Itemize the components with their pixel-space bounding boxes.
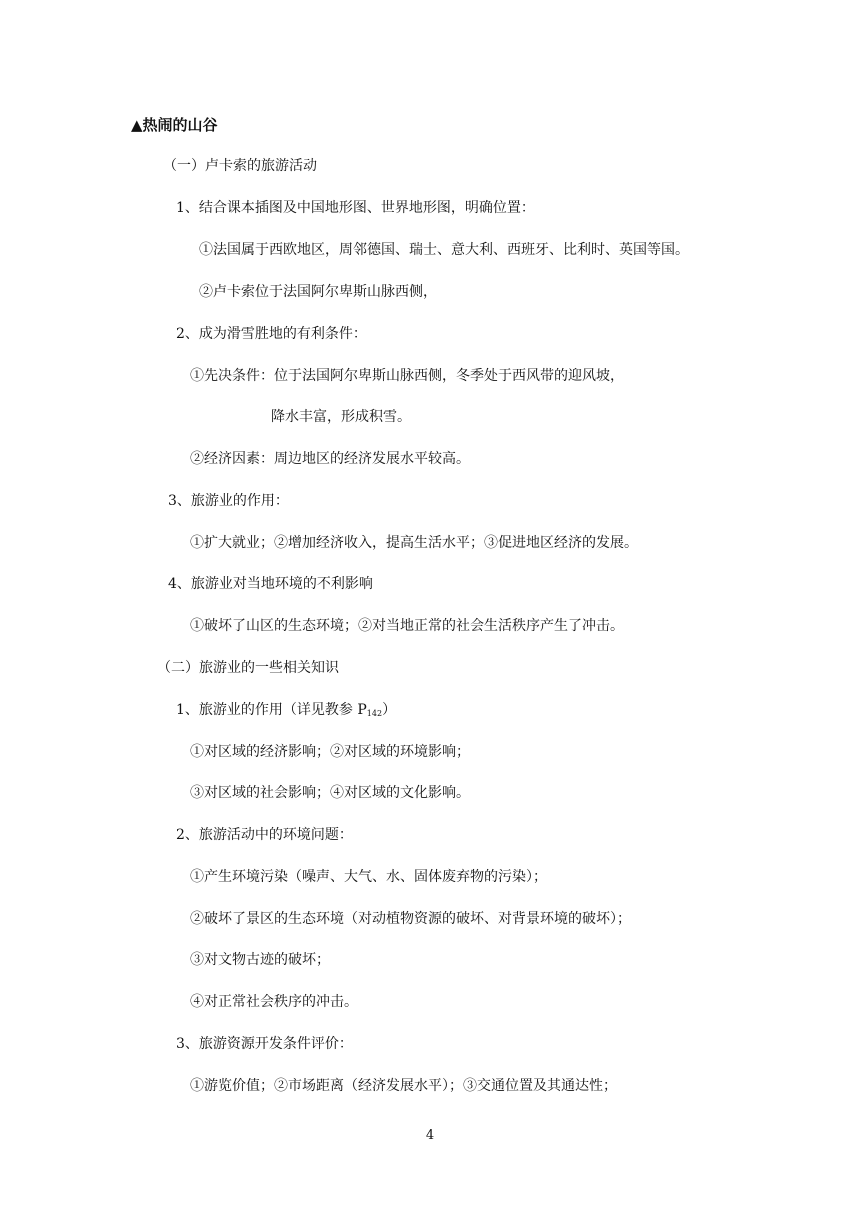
item-heading-1-4: 4、旅游业对当地环境的不利影响 (168, 576, 373, 592)
section-heading-2: （二）旅游业的一些相关知识 (157, 660, 339, 676)
text-line: ③对区域的社会影响；④对区域的文化影响。 (190, 785, 470, 801)
item-heading-text: 1、旅游业的作用（详见教参 P (176, 702, 367, 718)
text-line: ①破坏了山区的生态环境；②对当地正常的社会生活秩序产生了冲击。 (190, 618, 624, 634)
item-heading-end: ） (382, 702, 397, 718)
item-heading-1-2: 2、成为滑雪胜地的有利条件： (176, 326, 367, 342)
page-ref-subscript: 142 (366, 709, 383, 718)
text-line: ①游览价值；②市场距离（经济发展水平）；③交通位置及其通达性； (190, 1078, 617, 1094)
item-heading-1-3: 3、旅游业的作用： (168, 493, 289, 509)
text-line: 降水丰富，形成积雪。 (271, 409, 411, 425)
item-heading-2-3: 3、旅游资源开发条件评价： (176, 1036, 353, 1052)
item-heading-2-1 (176, 700, 396, 724)
item-heading-1-1: 1、结合课本插图及中国地形图、世界地形图，明确位置： (176, 200, 535, 216)
text-line: ④对正常社会秩序的冲击。 (190, 994, 358, 1010)
text-line: ②卢卡索位于法国阿尔卑斯山脉西侧， (199, 284, 437, 300)
text-line: ②破坏了景区的生态环境（对动植物资源的破坏、对背景环境的破坏）； (190, 911, 631, 927)
text-line: ①法国属于西欧地区，周邻德国、瑞士、意大利、西班牙、比利时、英国等国。 (199, 242, 689, 258)
text-line: ①产生环境污染（噪声、大气、水、固体废弃物的污染）； (190, 869, 547, 885)
section-heading-1: （一）卢卡索的旅游活动 (163, 158, 317, 174)
text-line: ②经济因素：周边地区的经济发展水平较高。 (190, 451, 470, 467)
page-title: ▲热闹的山谷 (131, 116, 218, 134)
text-line: ①对区域的经济影响；②对区域的环境影响； (190, 744, 470, 760)
page-number: 4 (425, 1128, 435, 1143)
text-line: ③对文物古迹的破坏； (190, 952, 330, 968)
text-line: ①先决条件：位于法国阿尔卑斯山脉西侧，冬季处于西风带的迎风坡， (190, 368, 624, 384)
text-line: ①扩大就业；②增加经济收入，提高生活水平；③促进地区经济的发展。 (190, 535, 638, 551)
item-heading-2-2: 2、旅游活动中的环境问题： (176, 827, 353, 843)
